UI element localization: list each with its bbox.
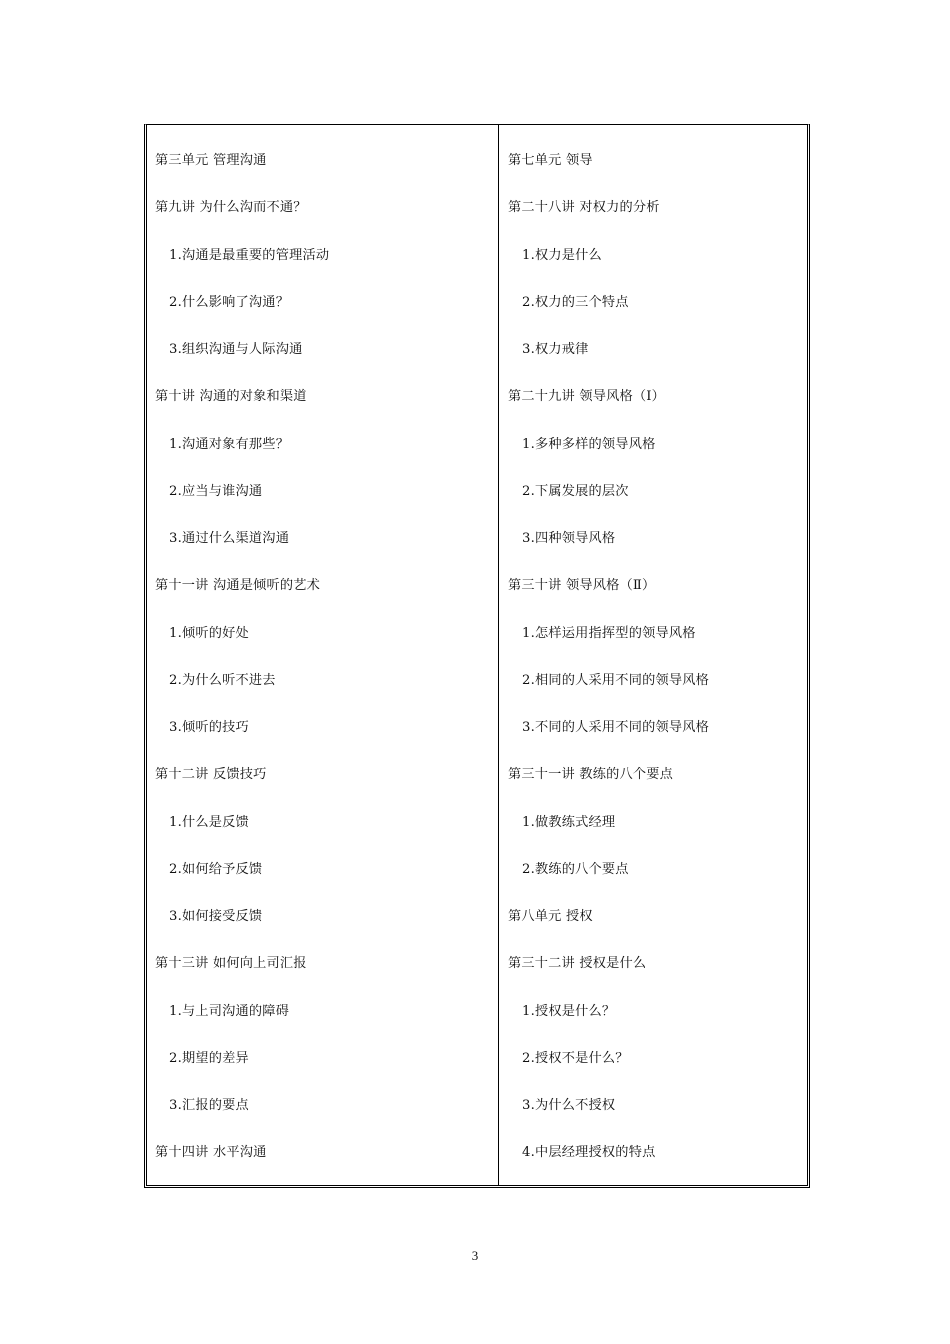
left-heading-item: 第十一讲 沟通是倾听的艺术 <box>155 578 321 594</box>
left-heading-item: 第九讲 为什么沟而不通？ <box>155 200 307 216</box>
right-heading-item: 第二十九讲 领导风格（Ⅰ） <box>508 389 666 405</box>
right-subtopic-item: 3.权力戒律 <box>522 342 589 357</box>
left-subtopic-item: 3.通过什么渠道沟通 <box>169 531 290 546</box>
right-heading-item: 第三十二讲 授权是什么 <box>508 956 647 972</box>
left-subtopic-item: 3.如何接受反馈 <box>169 909 263 924</box>
left-heading-item: 第十四讲 水平沟通 <box>155 1145 267 1161</box>
left-subtopic-item: 1.沟通是最重要的管理活动 <box>169 247 330 263</box>
right-subtopic-item: 1.授权是什么？ <box>522 1003 616 1019</box>
right-subtopic-item: 2.相同的人采用不同的领导风格 <box>522 672 710 688</box>
right-subtopic-item: 1.怎样运用指挥型的领导风格 <box>522 625 696 641</box>
right-subtopic-item: 2.下属发展的层次 <box>522 483 629 499</box>
right-subtopic-item: 3.四种领导风格 <box>522 531 616 546</box>
left-subtopic-item: 2.如何给予反馈 <box>169 861 263 877</box>
left-heading-item: 第三单元 管理沟通 <box>155 153 267 168</box>
right-heading-item: 第三十一讲 教练的八个要点 <box>508 767 674 783</box>
left-column <box>147 125 499 1185</box>
right-heading-item: 第七单元 领导 <box>508 153 593 168</box>
right-subtopic-item: 2.权力的三个特点 <box>522 294 629 310</box>
left-subtopic-item: 1.什么是反馈 <box>169 814 249 830</box>
left-subtopic-item: 3.汇报的要点 <box>169 1098 249 1113</box>
left-subtopic-item: 1.与上司沟通的障碍 <box>169 1003 290 1019</box>
right-subtopic-item: 3.为什么不授权 <box>522 1098 616 1113</box>
right-subtopic-item: 1.做教练式经理 <box>522 814 616 830</box>
left-subtopic-item: 2.为什么听不进去 <box>169 672 276 688</box>
right-subtopic-item: 2.授权不是什么？ <box>522 1050 629 1066</box>
left-heading-item: 第十讲 沟通的对象和渠道 <box>155 389 307 405</box>
right-subtopic-item: 3.不同的人采用不同的领导风格 <box>522 720 710 735</box>
left-subtopic-item: 3.倾听的技巧 <box>169 720 249 735</box>
course-outline-table <box>144 124 810 1188</box>
left-heading-item: 第十二讲 反馈技巧 <box>155 767 267 783</box>
left-subtopic-item: 2.期望的差异 <box>169 1050 249 1066</box>
right-heading-item: 第八单元 授权 <box>508 909 593 924</box>
right-column <box>499 125 807 1185</box>
left-subtopic-item: 1.倾听的好处 <box>169 625 249 641</box>
right-subtopic-item: 2.教练的八个要点 <box>522 861 629 877</box>
right-subtopic-item: 1.权力是什么 <box>522 247 602 263</box>
left-subtopic-item: 2.什么影响了沟通？ <box>169 294 290 310</box>
right-subtopic-item: 4.中层经理授权的特点 <box>522 1145 656 1161</box>
left-subtopic-item: 3.组织沟通与人际沟通 <box>169 342 303 357</box>
right-heading-item: 第三十讲 领导风格（Ⅱ） <box>508 578 656 594</box>
left-heading-item: 第十三讲 如何向上司汇报 <box>155 956 307 972</box>
left-subtopic-item: 2.应当与谁沟通 <box>169 483 263 499</box>
page-number: 3 <box>471 1248 479 1263</box>
left-subtopic-item: 1.沟通对象有那些？ <box>169 436 290 452</box>
right-subtopic-item: 1.多种多样的领导风格 <box>522 436 656 452</box>
right-heading-item: 第二十八讲 对权力的分析 <box>508 200 660 216</box>
